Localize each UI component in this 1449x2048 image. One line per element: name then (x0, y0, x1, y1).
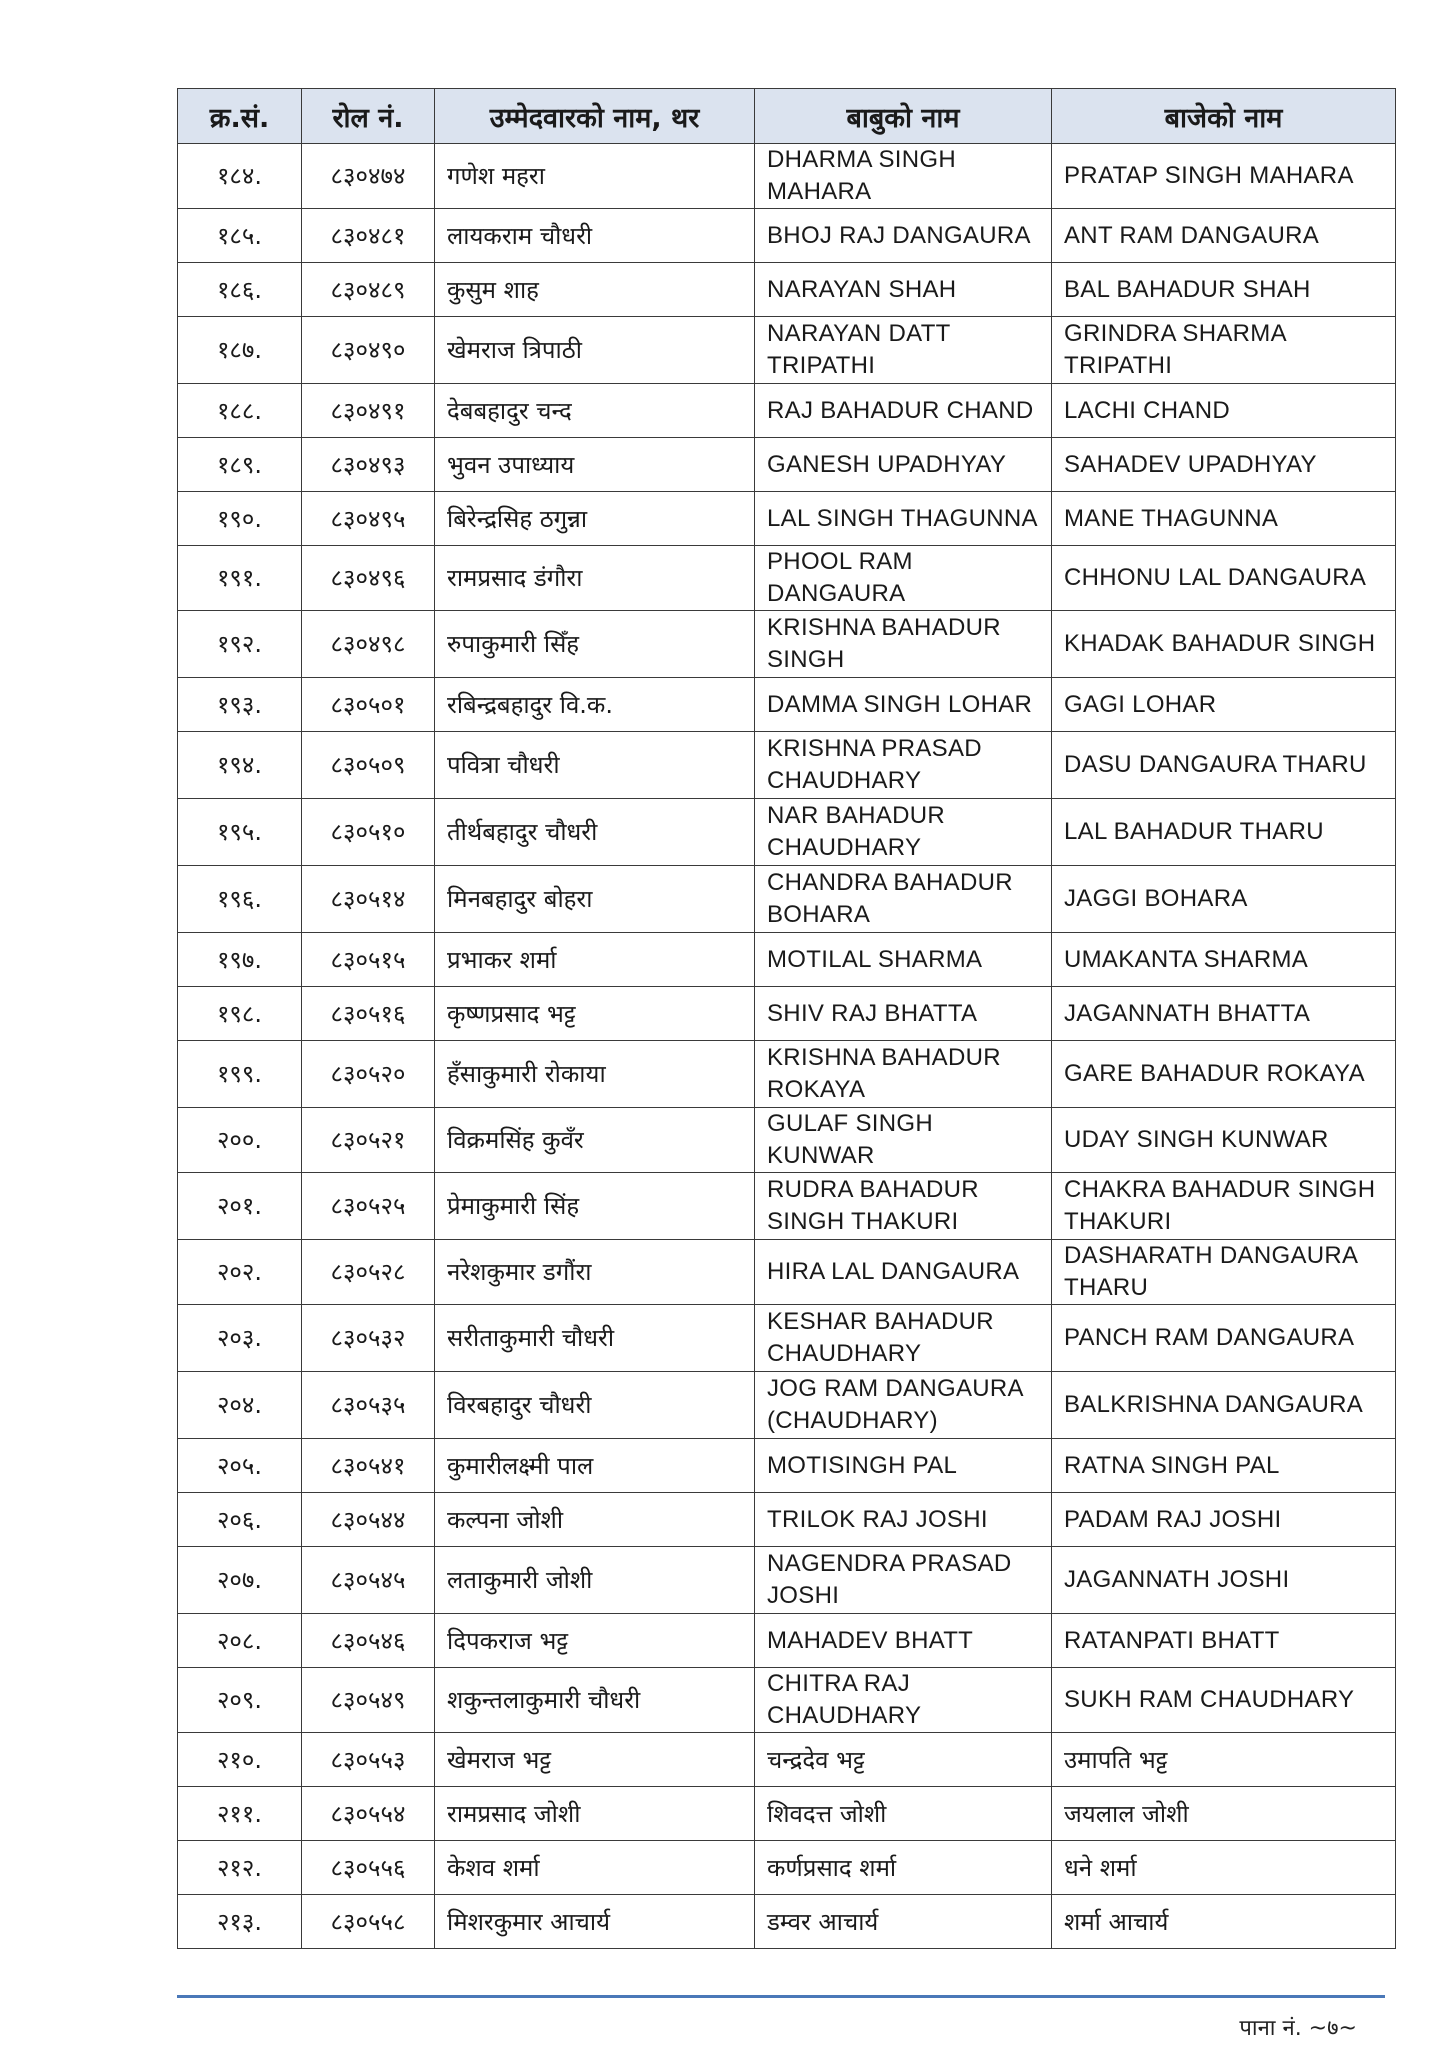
cell-grandfather-name: शर्मा आचार्य (1052, 1895, 1396, 1949)
cell-roll: ८३०४७४ (302, 144, 435, 209)
cell-grandfather-name: PANCH RAM DANGAURA (1052, 1305, 1396, 1372)
cell-serial: १८७. (178, 317, 302, 384)
cell-serial: १८८. (178, 384, 302, 438)
cell-candidate-name: कृष्णप्रसाद भट्ट (435, 987, 755, 1041)
table-row (178, 209, 1396, 263)
cell-serial: १९९. (178, 1041, 302, 1108)
cell-roll: ८३०५२८ (302, 1240, 435, 1305)
table-row (178, 1041, 1396, 1108)
cell-grandfather-name: ANT RAM DANGAURA (1052, 209, 1396, 263)
cell-candidate-name: देबबहादुर चन्द (435, 384, 755, 438)
cell-father-name: SHIV RAJ BHATTA (755, 987, 1052, 1041)
table-header-row (178, 89, 1396, 144)
cell-serial: २१०. (178, 1733, 302, 1787)
cell-serial: १८४. (178, 144, 302, 209)
header-serial: क्र.सं. (178, 89, 302, 144)
cell-grandfather-name: JAGGI BOHARA (1052, 866, 1396, 933)
cell-candidate-name: विक्रमसिंह कुवँर (435, 1108, 755, 1173)
table-row (178, 1841, 1396, 1895)
cell-grandfather-name: PADAM RAJ JOSHI (1052, 1493, 1396, 1547)
cell-candidate-name: प्रेमाकुमारी सिंह (435, 1173, 755, 1240)
cell-serial: २०९. (178, 1668, 302, 1733)
cell-roll: ८३०५४६ (302, 1614, 435, 1668)
cell-grandfather-name: CHHONU LAL DANGAURA (1052, 546, 1396, 611)
cell-grandfather-name: GARE BAHADUR ROKAYA (1052, 1041, 1396, 1108)
cell-grandfather-name: GAGI LOHAR (1052, 678, 1396, 732)
cell-grandfather-name: JAGANNATH JOSHI (1052, 1547, 1396, 1614)
cell-candidate-name: लताकुमारी जोशी (435, 1547, 755, 1614)
table-row (178, 1439, 1396, 1493)
page-number: पाना नं. ~७~ (1239, 2016, 1357, 2041)
cell-candidate-name: हँसाकुमारी रोकाया (435, 1041, 755, 1108)
table-row (178, 1305, 1396, 1372)
table-row (178, 384, 1396, 438)
cell-serial: २०६. (178, 1493, 302, 1547)
cell-father-name: RAJ BAHADUR CHAND (755, 384, 1052, 438)
cell-serial: २०४. (178, 1372, 302, 1439)
cell-father-name: HIRA LAL DANGAURA (755, 1240, 1052, 1305)
cell-grandfather-name: JAGANNATH BHATTA (1052, 987, 1396, 1041)
cell-candidate-name: बिरेन्द्रसिह ठगुन्ना (435, 492, 755, 546)
cell-serial: १९१. (178, 546, 302, 611)
table-row (178, 799, 1396, 866)
cell-candidate-name: नरेशकुमार डगौंरा (435, 1240, 755, 1305)
cell-candidate-name: मिनबहादुर बोहरा (435, 866, 755, 933)
cell-roll: ८३०५२५ (302, 1173, 435, 1240)
cell-roll: ८३०४९१ (302, 384, 435, 438)
cell-roll: ८३०५२१ (302, 1108, 435, 1173)
table-row (178, 1787, 1396, 1841)
header-grandfather-name: बाजेको नाम (1052, 89, 1396, 144)
cell-grandfather-name: DASHARATH DANGAURA THARU (1052, 1240, 1396, 1305)
cell-roll: ८३०५५३ (302, 1733, 435, 1787)
cell-father-name: डम्वर आचार्य (755, 1895, 1052, 1949)
cell-candidate-name: विरबहादुर चौधरी (435, 1372, 755, 1439)
cell-candidate-name: तीर्थबहादुर चौधरी (435, 799, 755, 866)
cell-roll: ८३०५५६ (302, 1841, 435, 1895)
cell-candidate-name: रबिन्द्रबहादुर वि.क. (435, 678, 755, 732)
cell-serial: १९५. (178, 799, 302, 866)
cell-candidate-name: कुसुम शाह (435, 263, 755, 317)
cell-serial: २०८. (178, 1614, 302, 1668)
cell-grandfather-name: KHADAK BAHADUR SINGH (1052, 611, 1396, 678)
cell-roll: ८३०४८१ (302, 209, 435, 263)
table-row (178, 546, 1396, 611)
cell-serial: २०५. (178, 1439, 302, 1493)
cell-roll: ८३०५४१ (302, 1439, 435, 1493)
cell-father-name: KRISHNA BAHADUR SINGH (755, 611, 1052, 678)
cell-father-name: BHOJ RAJ DANGAURA (755, 209, 1052, 263)
cell-roll: ८३०४९८ (302, 611, 435, 678)
cell-father-name: KESHAR BAHADUR CHAUDHARY (755, 1305, 1052, 1372)
cell-candidate-name: सरीताकुमारी चौधरी (435, 1305, 755, 1372)
table-body (178, 144, 1396, 1949)
cell-roll: ८३०५०९ (302, 732, 435, 799)
cell-candidate-name: मिशरकुमार आचार्य (435, 1895, 755, 1949)
cell-grandfather-name: BAL BAHADUR SHAH (1052, 263, 1396, 317)
table-row (178, 492, 1396, 546)
cell-grandfather-name: UMAKANTA SHARMA (1052, 933, 1396, 987)
cell-roll: ८३०५३५ (302, 1372, 435, 1439)
cell-father-name: DHARMA SINGH MAHARA (755, 144, 1052, 209)
cell-father-name: KRISHNA BAHADUR ROKAYA (755, 1041, 1052, 1108)
cell-roll: ८३०४८९ (302, 263, 435, 317)
cell-roll: ८३०५४५ (302, 1547, 435, 1614)
cell-serial: १८९. (178, 438, 302, 492)
table-row (178, 678, 1396, 732)
cell-serial: २०१. (178, 1173, 302, 1240)
table-row (178, 144, 1396, 209)
cell-father-name: GANESH UPADHYAY (755, 438, 1052, 492)
cell-serial: १९०. (178, 492, 302, 546)
cell-serial: १८६. (178, 263, 302, 317)
cell-serial: १९३. (178, 678, 302, 732)
cell-roll: ८३०४९३ (302, 438, 435, 492)
cell-father-name: MOTISINGH PAL (755, 1439, 1052, 1493)
cell-candidate-name: पवित्रा चौधरी (435, 732, 755, 799)
candidate-table (177, 88, 1396, 1949)
cell-grandfather-name: CHAKRA BAHADUR SINGH THAKURI (1052, 1173, 1396, 1240)
cell-candidate-name: भुवन उपाध्याय (435, 438, 755, 492)
header-roll: रोल नं. (302, 89, 435, 144)
cell-father-name: RUDRA BAHADUR SINGH THAKURI (755, 1173, 1052, 1240)
cell-grandfather-name: LACHI CHAND (1052, 384, 1396, 438)
table-row (178, 987, 1396, 1041)
cell-serial: १९८. (178, 987, 302, 1041)
table-row (178, 317, 1396, 384)
cell-candidate-name: रुपाकुमारी सिँह (435, 611, 755, 678)
cell-candidate-name: दिपकराज भट्ट (435, 1614, 755, 1668)
cell-grandfather-name: MANE THAGUNNA (1052, 492, 1396, 546)
table-row (178, 1108, 1396, 1173)
cell-father-name: PHOOL RAM DANGAURA (755, 546, 1052, 611)
cell-candidate-name: कुमारीलक्ष्मी पाल (435, 1439, 755, 1493)
cell-candidate-name: प्रभाकर शर्मा (435, 933, 755, 987)
cell-candidate-name: केशव शर्मा (435, 1841, 755, 1895)
cell-grandfather-name: BALKRISHNA DANGAURA (1052, 1372, 1396, 1439)
header-father-name: बाबुको नाम (755, 89, 1052, 144)
cell-candidate-name: गणेश महरा (435, 144, 755, 209)
cell-candidate-name: लायकराम चौधरी (435, 209, 755, 263)
cell-father-name: CHITRA RAJ CHAUDHARY (755, 1668, 1052, 1733)
table-row (178, 1547, 1396, 1614)
cell-father-name: NARAYAN SHAH (755, 263, 1052, 317)
cell-serial: २११. (178, 1787, 302, 1841)
table-row (178, 611, 1396, 678)
cell-father-name: शिवदत्त जोशी (755, 1787, 1052, 1841)
table-row (178, 866, 1396, 933)
cell-grandfather-name: PRATAP SINGH MAHARA (1052, 144, 1396, 209)
cell-serial: २०२. (178, 1240, 302, 1305)
cell-serial: २००. (178, 1108, 302, 1173)
cell-candidate-name: रामप्रसाद डंगौरा (435, 546, 755, 611)
cell-father-name: DAMMA SINGH LOHAR (755, 678, 1052, 732)
cell-grandfather-name: GRINDRA SHARMA TRIPATHI (1052, 317, 1396, 384)
header-candidate-name: उम्मेदवारको नाम, थर (435, 89, 755, 144)
table-row (178, 1733, 1396, 1787)
cell-roll: ८३०४९५ (302, 492, 435, 546)
cell-father-name: LAL SINGH THAGUNNA (755, 492, 1052, 546)
cell-grandfather-name: उमापति भट्ट (1052, 1733, 1396, 1787)
cell-serial: २०७. (178, 1547, 302, 1614)
cell-grandfather-name: जयलाल जोशी (1052, 1787, 1396, 1841)
table-row (178, 1173, 1396, 1240)
cell-grandfather-name: LAL BAHADUR THARU (1052, 799, 1396, 866)
table-row (178, 1372, 1396, 1439)
cell-serial: २०३. (178, 1305, 302, 1372)
cell-roll: ८३०४९० (302, 317, 435, 384)
cell-roll: ८३०५५८ (302, 1895, 435, 1949)
cell-roll: ८३०५१० (302, 799, 435, 866)
cell-serial: २१२. (178, 1841, 302, 1895)
cell-father-name: MOTILAL SHARMA (755, 933, 1052, 987)
cell-father-name: TRILOK RAJ JOSHI (755, 1493, 1052, 1547)
cell-roll: ८३०५१४ (302, 866, 435, 933)
cell-roll: ८३०५५४ (302, 1787, 435, 1841)
table-row (178, 1668, 1396, 1733)
cell-serial: १९४. (178, 732, 302, 799)
cell-candidate-name: खेमराज त्रिपाठी (435, 317, 755, 384)
table-row (178, 438, 1396, 492)
cell-roll: ८३०५३२ (302, 1305, 435, 1372)
table-row (178, 1895, 1396, 1949)
cell-father-name: KRISHNA PRASAD CHAUDHARY (755, 732, 1052, 799)
footer-rule (177, 1995, 1385, 1998)
cell-grandfather-name: DASU DANGAURA THARU (1052, 732, 1396, 799)
cell-grandfather-name: SUKH RAM CHAUDHARY (1052, 1668, 1396, 1733)
cell-roll: ८३०५०१ (302, 678, 435, 732)
table-row (178, 263, 1396, 317)
cell-father-name: MAHADEV BHATT (755, 1614, 1052, 1668)
cell-father-name: NARAYAN DATT TRIPATHI (755, 317, 1052, 384)
cell-roll: ८३०५१६ (302, 987, 435, 1041)
cell-roll: ८३०५४९ (302, 1668, 435, 1733)
cell-serial: १८५. (178, 209, 302, 263)
table-row (178, 732, 1396, 799)
cell-grandfather-name: RATANPATI BHATT (1052, 1614, 1396, 1668)
cell-roll: ८३०५२० (302, 1041, 435, 1108)
cell-candidate-name: कल्पना जोशी (435, 1493, 755, 1547)
cell-father-name: कर्णप्रसाद शर्मा (755, 1841, 1052, 1895)
cell-grandfather-name: SAHADEV UPADHYAY (1052, 438, 1396, 492)
cell-father-name: चन्द्रदेव भट्ट (755, 1733, 1052, 1787)
cell-roll: ८३०५१५ (302, 933, 435, 987)
cell-serial: १९२. (178, 611, 302, 678)
table-row (178, 1240, 1396, 1305)
cell-father-name: CHANDRA BAHADUR BOHARA (755, 866, 1052, 933)
cell-grandfather-name: RATNA SINGH PAL (1052, 1439, 1396, 1493)
cell-roll: ८३०४९६ (302, 546, 435, 611)
cell-father-name: GULAF SINGH KUNWAR (755, 1108, 1052, 1173)
cell-candidate-name: शकुन्तलाकुमारी चौधरी (435, 1668, 755, 1733)
cell-serial: १९७. (178, 933, 302, 987)
cell-candidate-name: रामप्रसाद जोशी (435, 1787, 755, 1841)
cell-grandfather-name: धने शर्मा (1052, 1841, 1396, 1895)
cell-candidate-name: खेमराज भट्ट (435, 1733, 755, 1787)
table-row (178, 1493, 1396, 1547)
cell-serial: १९६. (178, 866, 302, 933)
cell-grandfather-name: UDAY SINGH KUNWAR (1052, 1108, 1396, 1173)
cell-father-name: NAGENDRA PRASAD JOSHI (755, 1547, 1052, 1614)
cell-father-name: JOG RAM DANGAURA (CHAUDHARY) (755, 1372, 1052, 1439)
cell-father-name: NAR BAHADUR CHAUDHARY (755, 799, 1052, 866)
table-row (178, 1614, 1396, 1668)
cell-serial: २१३. (178, 1895, 302, 1949)
table-row (178, 933, 1396, 987)
cell-roll: ८३०५४४ (302, 1493, 435, 1547)
